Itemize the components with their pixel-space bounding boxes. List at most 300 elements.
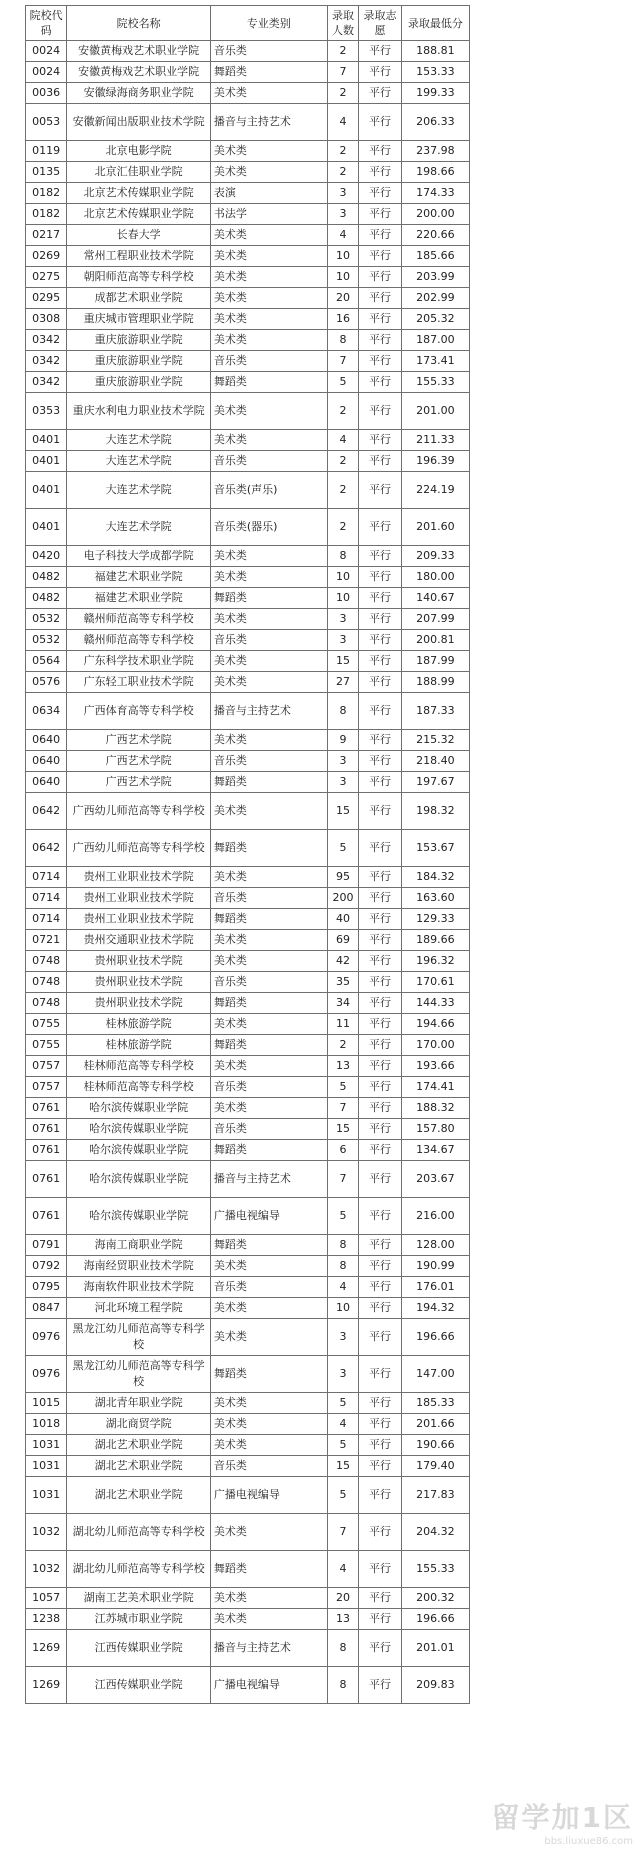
cell-code: 1018 bbox=[26, 1414, 67, 1435]
cell-major: 美术类 bbox=[210, 1414, 327, 1435]
cell-score: 200.81 bbox=[401, 630, 469, 651]
cell-code: 0182 bbox=[26, 204, 67, 225]
cell-batch: 平行 bbox=[359, 1140, 402, 1161]
cell-major: 美术类 bbox=[210, 651, 327, 672]
cell-code: 0024 bbox=[26, 41, 67, 62]
table-row bbox=[26, 693, 470, 730]
cell-count: 8 bbox=[327, 693, 359, 730]
cell-code: 0755 bbox=[26, 1014, 67, 1035]
table-row bbox=[26, 951, 470, 972]
cell-school: 重庆旅游职业学院 bbox=[67, 330, 211, 351]
cell-count: 4 bbox=[327, 1414, 359, 1435]
cell-count: 15 bbox=[327, 651, 359, 672]
cell-batch: 平行 bbox=[359, 1588, 402, 1609]
cell-count: 5 bbox=[327, 1435, 359, 1456]
cell-score: 201.00 bbox=[401, 393, 469, 430]
cell-score: 187.00 bbox=[401, 330, 469, 351]
cell-code: 0792 bbox=[26, 1256, 67, 1277]
cell-major: 播音与主持艺术 bbox=[210, 1630, 327, 1667]
cell-batch: 平行 bbox=[359, 651, 402, 672]
cell-major: 美术类 bbox=[210, 267, 327, 288]
cell-school: 桂林旅游学院 bbox=[67, 1014, 211, 1035]
cell-score: 185.33 bbox=[401, 1393, 469, 1414]
cell-batch: 平行 bbox=[359, 951, 402, 972]
cell-school: 黑龙江幼儿师范高等专科学校 bbox=[67, 1356, 211, 1393]
cell-count: 3 bbox=[327, 630, 359, 651]
cell-score: 201.60 bbox=[401, 509, 469, 546]
cell-batch: 平行 bbox=[359, 267, 402, 288]
table-row bbox=[26, 372, 470, 393]
cell-batch: 平行 bbox=[359, 1256, 402, 1277]
cell-major: 美术类 bbox=[210, 1514, 327, 1551]
cell-batch: 平行 bbox=[359, 509, 402, 546]
table-row bbox=[26, 1277, 470, 1298]
table-row bbox=[26, 609, 470, 630]
cell-count: 7 bbox=[327, 1098, 359, 1119]
cell-school: 广东轻工职业技术学院 bbox=[67, 672, 211, 693]
table-row bbox=[26, 1298, 470, 1319]
table-row bbox=[26, 430, 470, 451]
cell-batch: 平行 bbox=[359, 1630, 402, 1667]
cell-school: 哈尔滨传媒职业学院 bbox=[67, 1140, 211, 1161]
cell-school: 海南经贸职业技术学院 bbox=[67, 1256, 211, 1277]
cell-code: 0269 bbox=[26, 246, 67, 267]
cell-school: 北京汇佳职业学院 bbox=[67, 162, 211, 183]
cell-major: 美术类 bbox=[210, 141, 327, 162]
table-row bbox=[26, 1098, 470, 1119]
table-row bbox=[26, 267, 470, 288]
cell-code: 1032 bbox=[26, 1551, 67, 1588]
cell-code: 0714 bbox=[26, 888, 67, 909]
cell-major: 美术类 bbox=[210, 793, 327, 830]
table-row bbox=[26, 1477, 470, 1514]
cell-score: 211.33 bbox=[401, 430, 469, 451]
cell-batch: 平行 bbox=[359, 730, 402, 751]
cell-code: 0640 bbox=[26, 751, 67, 772]
cell-count: 2 bbox=[327, 1035, 359, 1056]
cell-count: 8 bbox=[327, 1235, 359, 1256]
cell-count: 200 bbox=[327, 888, 359, 909]
table-row bbox=[26, 104, 470, 141]
cell-count: 4 bbox=[327, 225, 359, 246]
cell-major: 广播电视编导 bbox=[210, 1198, 327, 1235]
cell-score: 204.32 bbox=[401, 1514, 469, 1551]
cell-score: 190.99 bbox=[401, 1256, 469, 1277]
cell-major: 广播电视编导 bbox=[210, 1477, 327, 1514]
cell-code: 0135 bbox=[26, 162, 67, 183]
cell-code: 1031 bbox=[26, 1456, 67, 1477]
cell-major: 舞蹈类 bbox=[210, 588, 327, 609]
cell-count: 13 bbox=[327, 1056, 359, 1077]
cell-count: 4 bbox=[327, 1277, 359, 1298]
cell-school: 朝阳师范高等专科学校 bbox=[67, 267, 211, 288]
cell-major: 美术类 bbox=[210, 225, 327, 246]
cell-count: 3 bbox=[327, 772, 359, 793]
cell-code: 0532 bbox=[26, 609, 67, 630]
cell-count: 10 bbox=[327, 588, 359, 609]
cell-batch: 平行 bbox=[359, 1356, 402, 1393]
cell-score: 194.32 bbox=[401, 1298, 469, 1319]
cell-major: 舞蹈类 bbox=[210, 1551, 327, 1588]
table-row bbox=[26, 1609, 470, 1630]
cell-major: 美术类 bbox=[210, 867, 327, 888]
cell-school: 广西幼儿师范高等专科学校 bbox=[67, 830, 211, 867]
cell-code: 0976 bbox=[26, 1319, 67, 1356]
cell-count: 3 bbox=[327, 751, 359, 772]
cell-batch: 平行 bbox=[359, 83, 402, 104]
cell-code: 0761 bbox=[26, 1198, 67, 1235]
header-score: 录取最低分 bbox=[401, 6, 469, 41]
cell-score: 155.33 bbox=[401, 1551, 469, 1588]
cell-school: 桂林师范高等专科学校 bbox=[67, 1077, 211, 1098]
cell-batch: 平行 bbox=[359, 330, 402, 351]
cell-count: 10 bbox=[327, 567, 359, 588]
cell-batch: 平行 bbox=[359, 141, 402, 162]
cell-school: 湖北幼儿师范高等专科学校 bbox=[67, 1514, 211, 1551]
cell-school: 赣州师范高等专科学校 bbox=[67, 609, 211, 630]
cell-major: 美术类 bbox=[210, 1609, 327, 1630]
cell-major: 音乐类 bbox=[210, 1277, 327, 1298]
cell-batch: 平行 bbox=[359, 888, 402, 909]
cell-count: 7 bbox=[327, 1514, 359, 1551]
table-row bbox=[26, 225, 470, 246]
table-row bbox=[26, 1140, 470, 1161]
cell-code: 1031 bbox=[26, 1477, 67, 1514]
cell-major: 舞蹈类 bbox=[210, 1356, 327, 1393]
cell-count: 2 bbox=[327, 451, 359, 472]
table-row bbox=[26, 472, 470, 509]
cell-code: 0748 bbox=[26, 972, 67, 993]
cell-count: 7 bbox=[327, 62, 359, 83]
cell-batch: 平行 bbox=[359, 993, 402, 1014]
cell-school: 北京艺术传媒职业学院 bbox=[67, 204, 211, 225]
header-major: 专业类别 bbox=[210, 6, 327, 41]
cell-major: 美术类 bbox=[210, 609, 327, 630]
cell-school: 广西艺术学院 bbox=[67, 730, 211, 751]
cell-major: 播音与主持艺术 bbox=[210, 104, 327, 141]
cell-school: 哈尔滨传媒职业学院 bbox=[67, 1198, 211, 1235]
cell-code: 0119 bbox=[26, 141, 67, 162]
cell-count: 5 bbox=[327, 1393, 359, 1414]
watermark-url: bbs.liuxue86.com bbox=[544, 1836, 633, 1847]
cell-batch: 平行 bbox=[359, 567, 402, 588]
table-row bbox=[26, 830, 470, 867]
cell-score: 189.66 bbox=[401, 930, 469, 951]
cell-batch: 平行 bbox=[359, 1277, 402, 1298]
cell-count: 5 bbox=[327, 372, 359, 393]
cell-major: 美术类 bbox=[210, 951, 327, 972]
cell-code: 0761 bbox=[26, 1098, 67, 1119]
table-row bbox=[26, 1198, 470, 1235]
cell-school: 广西艺术学院 bbox=[67, 772, 211, 793]
cell-major: 舞蹈类 bbox=[210, 830, 327, 867]
cell-code: 1238 bbox=[26, 1609, 67, 1630]
cell-batch: 平行 bbox=[359, 830, 402, 867]
table-row bbox=[26, 162, 470, 183]
cell-code: 0353 bbox=[26, 393, 67, 430]
cell-school: 赣州师范高等专科学校 bbox=[67, 630, 211, 651]
cell-code: 0217 bbox=[26, 225, 67, 246]
cell-count: 40 bbox=[327, 909, 359, 930]
cell-score: 215.32 bbox=[401, 730, 469, 751]
cell-major: 播音与主持艺术 bbox=[210, 693, 327, 730]
cell-score: 201.01 bbox=[401, 1630, 469, 1667]
cell-score: 205.32 bbox=[401, 309, 469, 330]
table-row bbox=[26, 1161, 470, 1198]
cell-score: 144.33 bbox=[401, 993, 469, 1014]
cell-code: 0748 bbox=[26, 951, 67, 972]
cell-batch: 平行 bbox=[359, 1235, 402, 1256]
table-row bbox=[26, 1393, 470, 1414]
cell-count: 2 bbox=[327, 83, 359, 104]
cell-count: 8 bbox=[327, 546, 359, 567]
cell-major: 美术类 bbox=[210, 83, 327, 104]
cell-batch: 平行 bbox=[359, 793, 402, 830]
cell-batch: 平行 bbox=[359, 246, 402, 267]
cell-batch: 平行 bbox=[359, 1056, 402, 1077]
cell-code: 0757 bbox=[26, 1077, 67, 1098]
table-row bbox=[26, 651, 470, 672]
cell-school: 长春大学 bbox=[67, 225, 211, 246]
cell-school: 贵州工业职业技术学院 bbox=[67, 909, 211, 930]
cell-batch: 平行 bbox=[359, 351, 402, 372]
cell-school: 广西体育高等专科学校 bbox=[67, 693, 211, 730]
table-row bbox=[26, 1456, 470, 1477]
cell-major: 美术类 bbox=[210, 672, 327, 693]
cell-school: 江西传媒职业学院 bbox=[67, 1667, 211, 1704]
cell-score: 188.32 bbox=[401, 1098, 469, 1119]
cell-batch: 平行 bbox=[359, 1119, 402, 1140]
cell-code: 0761 bbox=[26, 1161, 67, 1198]
cell-code: 0721 bbox=[26, 930, 67, 951]
table-row bbox=[26, 1256, 470, 1277]
cell-major: 美术类 bbox=[210, 162, 327, 183]
cell-count: 8 bbox=[327, 330, 359, 351]
cell-score: 129.33 bbox=[401, 909, 469, 930]
cell-school: 重庆旅游职业学院 bbox=[67, 372, 211, 393]
cell-count: 3 bbox=[327, 204, 359, 225]
cell-major: 音乐类 bbox=[210, 351, 327, 372]
cell-score: 153.33 bbox=[401, 62, 469, 83]
cell-school: 大连艺术学院 bbox=[67, 472, 211, 509]
cell-code: 0976 bbox=[26, 1356, 67, 1393]
cell-code: 0342 bbox=[26, 351, 67, 372]
cell-batch: 平行 bbox=[359, 393, 402, 430]
table-row bbox=[26, 1435, 470, 1456]
cell-score: 184.32 bbox=[401, 867, 469, 888]
table-row bbox=[26, 204, 470, 225]
cell-code: 1032 bbox=[26, 1514, 67, 1551]
cell-major: 音乐类(声乐) bbox=[210, 472, 327, 509]
cell-count: 34 bbox=[327, 993, 359, 1014]
cell-count: 7 bbox=[327, 1161, 359, 1198]
cell-school: 黑龙江幼儿师范高等专科学校 bbox=[67, 1319, 211, 1356]
cell-score: 176.01 bbox=[401, 1277, 469, 1298]
cell-score: 199.33 bbox=[401, 83, 469, 104]
cell-code: 1015 bbox=[26, 1393, 67, 1414]
cell-code: 0761 bbox=[26, 1119, 67, 1140]
cell-batch: 平行 bbox=[359, 472, 402, 509]
table-row bbox=[26, 1035, 470, 1056]
table-row bbox=[26, 546, 470, 567]
cell-score: 203.99 bbox=[401, 267, 469, 288]
cell-school: 广东科学技术职业学院 bbox=[67, 651, 211, 672]
table-row bbox=[26, 993, 470, 1014]
cell-major: 美术类 bbox=[210, 1256, 327, 1277]
cell-batch: 平行 bbox=[359, 451, 402, 472]
cell-code: 0182 bbox=[26, 183, 67, 204]
table-row bbox=[26, 1014, 470, 1035]
cell-school: 江西传媒职业学院 bbox=[67, 1630, 211, 1667]
cell-count: 3 bbox=[327, 1356, 359, 1393]
table-body bbox=[26, 41, 470, 1704]
cell-code: 0342 bbox=[26, 330, 67, 351]
table-row bbox=[26, 1667, 470, 1704]
header-batch: 录取志愿 bbox=[359, 6, 402, 41]
cell-score: 206.33 bbox=[401, 104, 469, 141]
cell-score: 203.67 bbox=[401, 1161, 469, 1198]
cell-batch: 平行 bbox=[359, 1035, 402, 1056]
cell-school: 大连艺术学院 bbox=[67, 451, 211, 472]
cell-batch: 平行 bbox=[359, 183, 402, 204]
cell-score: 157.80 bbox=[401, 1119, 469, 1140]
cell-school: 湖北艺术职业学院 bbox=[67, 1477, 211, 1514]
cell-school: 重庆水利电力职业技术学院 bbox=[67, 393, 211, 430]
cell-score: 187.33 bbox=[401, 693, 469, 730]
cell-major: 书法学 bbox=[210, 204, 327, 225]
cell-school: 福建艺术职业学院 bbox=[67, 588, 211, 609]
cell-major: 舞蹈类 bbox=[210, 1140, 327, 1161]
cell-score: 174.33 bbox=[401, 183, 469, 204]
cell-score: 224.19 bbox=[401, 472, 469, 509]
cell-major: 音乐类 bbox=[210, 1456, 327, 1477]
cell-batch: 平行 bbox=[359, 225, 402, 246]
cell-major: 播音与主持艺术 bbox=[210, 1161, 327, 1198]
watermark-logo: 留学加1区 bbox=[491, 1801, 633, 1834]
cell-code: 1031 bbox=[26, 1435, 67, 1456]
cell-batch: 平行 bbox=[359, 1077, 402, 1098]
table-row bbox=[26, 1319, 470, 1356]
cell-batch: 平行 bbox=[359, 972, 402, 993]
cell-batch: 平行 bbox=[359, 309, 402, 330]
table-row bbox=[26, 1588, 470, 1609]
cell-count: 11 bbox=[327, 1014, 359, 1035]
cell-major: 美术类 bbox=[210, 1298, 327, 1319]
cell-school: 哈尔滨传媒职业学院 bbox=[67, 1161, 211, 1198]
cell-count: 95 bbox=[327, 867, 359, 888]
table-row bbox=[26, 83, 470, 104]
cell-major: 美术类 bbox=[210, 430, 327, 451]
cell-school: 贵州职业技术学院 bbox=[67, 993, 211, 1014]
cell-batch: 平行 bbox=[359, 62, 402, 83]
cell-school: 安徽黄梅戏艺术职业学院 bbox=[67, 62, 211, 83]
table-row bbox=[26, 246, 470, 267]
cell-school: 安徽新闻出版职业技术学院 bbox=[67, 104, 211, 141]
cell-score: 174.41 bbox=[401, 1077, 469, 1098]
cell-batch: 平行 bbox=[359, 1414, 402, 1435]
cell-code: 0847 bbox=[26, 1298, 67, 1319]
table-row bbox=[26, 1056, 470, 1077]
table-row bbox=[26, 393, 470, 430]
table-row bbox=[26, 972, 470, 993]
cell-code: 0714 bbox=[26, 909, 67, 930]
cell-code: 0024 bbox=[26, 62, 67, 83]
cell-score: 170.61 bbox=[401, 972, 469, 993]
table-row bbox=[26, 1551, 470, 1588]
cell-major: 美术类 bbox=[210, 1435, 327, 1456]
cell-batch: 平行 bbox=[359, 104, 402, 141]
cell-score: 216.00 bbox=[401, 1198, 469, 1235]
cell-score: 196.66 bbox=[401, 1319, 469, 1356]
cell-score: 217.83 bbox=[401, 1477, 469, 1514]
cell-major: 美术类 bbox=[210, 730, 327, 751]
cell-score: 207.99 bbox=[401, 609, 469, 630]
cell-major: 广播电视编导 bbox=[210, 1667, 327, 1704]
cell-school: 海南工商职业学院 bbox=[67, 1235, 211, 1256]
cell-school: 湖北艺术职业学院 bbox=[67, 1456, 211, 1477]
cell-major: 舞蹈类 bbox=[210, 772, 327, 793]
cell-code: 0532 bbox=[26, 630, 67, 651]
cell-count: 2 bbox=[327, 141, 359, 162]
table-row bbox=[26, 1356, 470, 1393]
cell-school: 成都艺术职业学院 bbox=[67, 288, 211, 309]
table-row bbox=[26, 930, 470, 951]
cell-major: 舞蹈类 bbox=[210, 909, 327, 930]
cell-major: 美术类 bbox=[210, 309, 327, 330]
cell-batch: 平行 bbox=[359, 1551, 402, 1588]
cell-count: 8 bbox=[327, 1667, 359, 1704]
cell-score: 193.66 bbox=[401, 1056, 469, 1077]
table-row bbox=[26, 772, 470, 793]
cell-school: 海南软件职业技术学院 bbox=[67, 1277, 211, 1298]
admissions-table bbox=[25, 5, 470, 1704]
cell-school: 北京电影学院 bbox=[67, 141, 211, 162]
cell-score: 201.66 bbox=[401, 1414, 469, 1435]
cell-major: 音乐类 bbox=[210, 972, 327, 993]
table-row bbox=[26, 41, 470, 62]
cell-code: 1269 bbox=[26, 1630, 67, 1667]
cell-count: 35 bbox=[327, 972, 359, 993]
cell-code: 0634 bbox=[26, 693, 67, 730]
cell-batch: 平行 bbox=[359, 1435, 402, 1456]
cell-score: 128.00 bbox=[401, 1235, 469, 1256]
cell-code: 0053 bbox=[26, 104, 67, 141]
table-row bbox=[26, 62, 470, 83]
cell-school: 广西艺术学院 bbox=[67, 751, 211, 772]
cell-school: 福建艺术职业学院 bbox=[67, 567, 211, 588]
cell-batch: 平行 bbox=[359, 1161, 402, 1198]
cell-count: 3 bbox=[327, 183, 359, 204]
cell-score: 187.99 bbox=[401, 651, 469, 672]
cell-major: 音乐类 bbox=[210, 751, 327, 772]
cell-count: 2 bbox=[327, 509, 359, 546]
cell-major: 美术类 bbox=[210, 1319, 327, 1356]
header-code: 院校代码 bbox=[26, 6, 67, 41]
table-row bbox=[26, 909, 470, 930]
watermark bbox=[483, 1801, 633, 1857]
header-row bbox=[26, 6, 470, 41]
cell-score: 209.83 bbox=[401, 1667, 469, 1704]
cell-batch: 平行 bbox=[359, 1393, 402, 1414]
cell-school: 重庆旅游职业学院 bbox=[67, 351, 211, 372]
table-row bbox=[26, 1630, 470, 1667]
cell-count: 7 bbox=[327, 351, 359, 372]
cell-major: 音乐类 bbox=[210, 451, 327, 472]
cell-code: 0401 bbox=[26, 472, 67, 509]
cell-major: 美术类 bbox=[210, 330, 327, 351]
table-row bbox=[26, 730, 470, 751]
cell-batch: 平行 bbox=[359, 772, 402, 793]
